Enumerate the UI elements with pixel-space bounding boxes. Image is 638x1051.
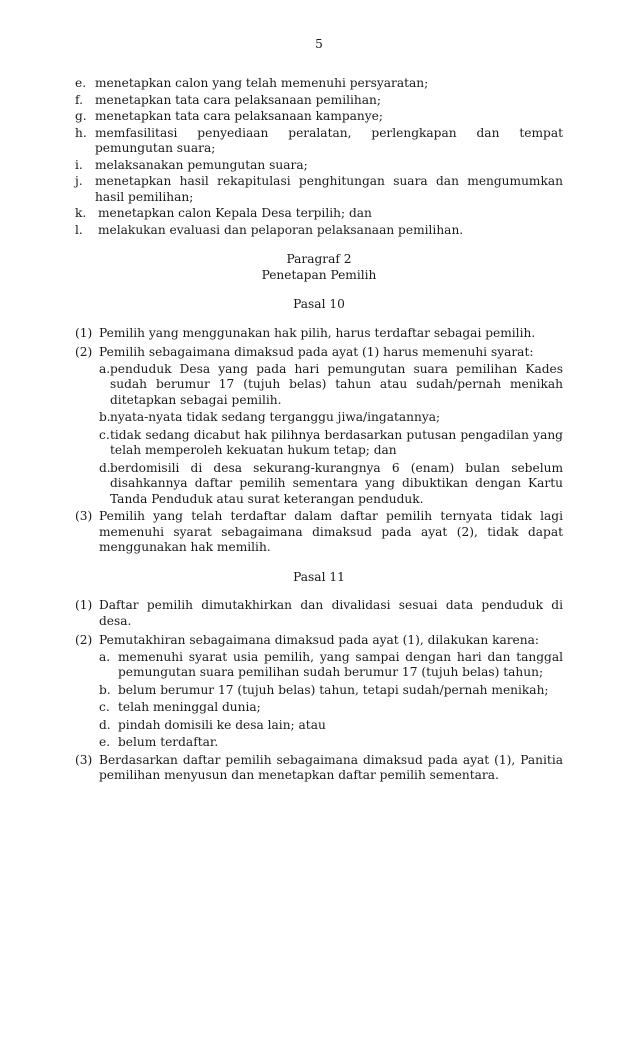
- list-item-label: k.: [75, 206, 87, 220]
- ayat-text: Berdasarkan daftar pemilih sebagaimana dimaksud pada ayat (1), Panitia pemilihan menyusun dan menetapkan daftar pemilih sementara.: [99, 752, 563, 782]
- list-item-label: c.: [99, 700, 110, 714]
- list-item-text: belum berumur 17 (tujuh belas) tahun, tetapi sudah/pernah menikah;: [118, 682, 549, 697]
- list-item-label: j.: [75, 174, 83, 188]
- ayat-item: [75, 753, 563, 784]
- ayat-text: Pemutakhiran sebagaimana dimaksud pada ayat (1), dilakukan karena:: [99, 633, 539, 647]
- page-number: 5: [315, 37, 323, 51]
- list-item-label: d.: [99, 717, 111, 732]
- list-item-text: belum terdaftar.: [118, 735, 219, 749]
- ayat-item: [75, 345, 563, 361]
- list-item-label: g.: [75, 109, 87, 123]
- ayat-number: (2): [75, 633, 93, 647]
- list-item-label: a.: [99, 649, 111, 664]
- list-item-text: pindah domisili ke desa lain; atau: [118, 717, 326, 732]
- list-item-text: telah meninggal dunia;: [118, 700, 261, 714]
- list-item-label: b.: [99, 410, 111, 424]
- paragraf-subtitle: Penetapan Pemilih: [261, 267, 377, 282]
- list-item-text: menetapkan hasil rekapitulasi penghitungan suara dan mengumumkan hasil pemilihan;: [95, 174, 563, 204]
- list-item-label: e.: [75, 76, 87, 90]
- ayat-text: Daftar pemilih dimutakhirkan dan divalidasi sesuai data penduduk di desa.: [99, 598, 563, 628]
- list-item: [75, 93, 563, 109]
- document-body: [75, 76, 563, 788]
- list-item-label: e.: [99, 735, 111, 749]
- list-item-text: menetapkan tata cara pelaksanaan pemilihan;: [95, 92, 381, 107]
- ayat-item: [75, 598, 563, 629]
- karena-list: [99, 650, 563, 751]
- list-item-label: h.: [75, 125, 87, 140]
- ayat-number: (2): [75, 345, 93, 359]
- pasal-10-body: [75, 326, 563, 556]
- list-item: [75, 126, 563, 157]
- ayat-item: [75, 326, 563, 342]
- list-item-label: a.: [99, 361, 111, 376]
- list-item-label: b.: [99, 682, 111, 697]
- paragraf-heading: [75, 252, 563, 283]
- list-item: [99, 650, 563, 681]
- ayat-item: [75, 633, 563, 649]
- list-item: [99, 718, 563, 734]
- ayat-text: Pemilih sebagaimana dimaksud pada ayat (1) harus memenuhi syarat:: [99, 345, 534, 359]
- list-item-label: l.: [75, 222, 83, 237]
- list-item-text: memenuhi syarat usia pemilih, yang sampai dengan hari dan tanggal pemungutan suara pemilihan sudah berumur 17 (tujuh belas) tahun;: [118, 649, 563, 679]
- list-item-text: melaksanakan pemungutan suara;: [95, 157, 308, 172]
- list-item-label: c.: [99, 427, 110, 442]
- list-item: [99, 362, 563, 409]
- ayat-item: [75, 509, 563, 556]
- list-item-text: melakukan evaluasi dan pelaporan pelaksanaan pemilihan.: [98, 222, 464, 237]
- syarat-list: [99, 362, 563, 508]
- pasal-10-title: Pasal 10: [293, 297, 345, 311]
- list-item: [99, 683, 563, 699]
- duties-list: [75, 76, 563, 238]
- ayat-number: (1): [75, 598, 93, 612]
- pasal-11-title: Pasal 11: [293, 569, 345, 584]
- list-item-text: penduduk Desa yang pada hari pemungutan suara pemilihan Kades sudah berumur 17 (tujuh belas) tahun atau sudah/pernah menikah ditetapkan sebagai pemilih.: [110, 361, 563, 407]
- list-item: [99, 410, 563, 426]
- list-item: [75, 158, 563, 174]
- pasal-11-body: [75, 598, 563, 784]
- paragraf-title: Paragraf 2: [286, 252, 352, 266]
- ayat-number: (3): [75, 752, 93, 767]
- list-item: [75, 206, 563, 222]
- list-item: [99, 428, 563, 459]
- list-item-text: menetapkan calon Kepala Desa terpilih; dan: [98, 206, 372, 220]
- list-item: [99, 461, 563, 508]
- list-item: [75, 174, 563, 205]
- list-item-text: berdomisili di desa sekurang-kurangnya 6 (enam) bulan sebelum disahkannya daftar pemilih sementara yang dibuktikan dengan Kartu Tanda Penduduk atau surat keterangan penduduk.: [110, 460, 563, 506]
- list-item: [99, 700, 563, 716]
- list-item-text: menetapkan calon yang telah memenuhi persyaratan;: [95, 76, 429, 90]
- list-item-label: f.: [75, 92, 83, 107]
- list-item: [99, 735, 563, 751]
- ayat-text: Pemilih yang telah terdaftar dalam daftar pemilih ternyata tidak lagi memenuhi syarat sebagaimana dimaksud pada ayat (2), tidak dapat menggunakan hak memilih.: [99, 509, 563, 554]
- ayat-text: Pemilih yang menggunakan hak pilih, harus terdaftar sebagai pemilih.: [99, 325, 536, 340]
- list-item: [75, 76, 563, 92]
- list-item-text: menetapkan tata cara pelaksanaan kampanye;: [95, 109, 383, 123]
- list-item: [75, 109, 563, 125]
- list-item-label: d.: [99, 460, 111, 475]
- list-item-text: memfasilitasi penyediaan peralatan, perlengkapan dan tempat pemungutan suara;: [95, 125, 563, 155]
- ayat-number: (1): [75, 325, 93, 340]
- list-item-text: nyata-nyata tidak sedang terganggu jiwa/ingatannya;: [110, 410, 441, 424]
- list-item-label: i.: [75, 157, 83, 172]
- list-item: [75, 223, 563, 239]
- list-item-text: tidak sedang dicabut hak pilihnya berdasarkan putusan pengadilan yang telah memperoleh kekuatan hukum tetap; dan: [110, 427, 563, 457]
- ayat-number: (3): [75, 509, 93, 523]
